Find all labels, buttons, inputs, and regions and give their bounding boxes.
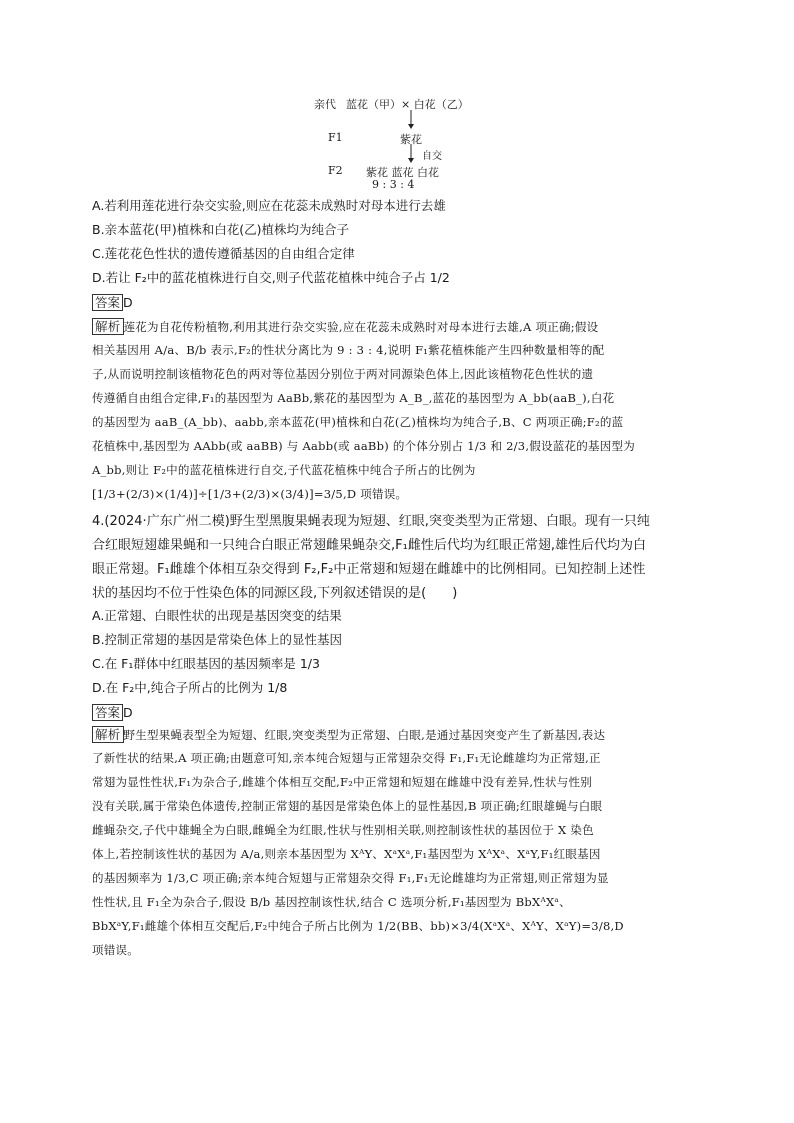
answer-value: D: [123, 705, 133, 720]
q4-answer: [92, 702, 712, 721]
q4-option-c: C.在 F₁群体中红眼基因的基因频率是 1/3: [92, 656, 320, 671]
q4-option-b: B.控制正常翅的基因是常染色体上的显性基因: [92, 632, 343, 647]
answer-label-box: 答案: [92, 294, 123, 311]
selfing-label: 自交: [422, 151, 442, 162]
f2-ratio: 9 : 3 : 4: [372, 178, 415, 191]
f1-phenotype: 紫花: [400, 133, 422, 146]
analysis-line: 解析 莲花为自花传粉植物,利用其进行杂交实验,应在花蕊未成熟时对母本进行去雄,A 项正确;假设: [92, 318, 712, 335]
analysis-line: 的基因频率为 1/3,C 项正确;亲本纯合短翅与正常翅杂交得 F₁,F₁无论雌雄均为正常翅,则正常翅为显: [92, 871, 609, 885]
q3-answer: [92, 292, 712, 311]
q4-option-d: D.在 F₂中,纯合子所占的比例为 1/8: [92, 680, 288, 695]
q4-option-a: A.正常翅、白眼性状的出现是基因突变的结果: [92, 608, 342, 623]
analysis-line: [1/3+(2/3)×(1/4)]÷[1/3+(2/3)×(3/4)]=3/5,D 项错误。: [92, 487, 408, 501]
arrow-down-icon: [406, 144, 416, 164]
analysis-line: 传遵循自由组合定律,F₁的基因型为 AaBb,紫花的基因型为 A_B_,蓝花的基因型为 A_bb(aaB_),白花: [92, 391, 615, 405]
cross-diagram: [300, 94, 500, 194]
analysis-line: BbXᵃY,F₁雌雄个体相互交配后,F₂中纯合子所占比例为 1/2(BB、bb)×3/4(XᵃXᵃ、XᴬY、XᵃY)=3/8,D: [92, 919, 624, 933]
analysis-line: 没有关联,属于常染色体遗传,控制正常翅的基因是常染色体上的显性基因,B 项正确;红眼雄蝇与白眼: [92, 799, 603, 813]
parent-label: 亲代: [314, 98, 336, 111]
f1-label: F1: [328, 131, 343, 144]
q3-option-d: D.若让 F₂中的蓝花植株进行自交,则子代蓝花植株中纯合子占 1/2: [92, 270, 450, 285]
analysis-line: 了新性状的结果,A 项正确;由题意可知,亲本纯合短翅与正常翅杂交得 F₁,F₁无论雌雄均为正常翅,正: [92, 751, 601, 765]
analysis-line: A_bb,则让 F₂中的蓝花植株进行自交,子代蓝花植株中纯合子所占的比例为: [92, 463, 476, 477]
q3-option-a: A.若利用莲花进行杂交实验,则应在花蕊未成熟时对母本进行去雄: [92, 198, 446, 213]
analysis-line: 常翅为显性性状,F₁为杂合子,雌雄个体相互交配,F₂中正常翅和短翅在雌雄中没有差异,性状与性别: [92, 775, 593, 789]
answer-value: D: [123, 295, 133, 310]
analysis-line: 解析 野生型果蝇表型全为短翅、红眼,突变类型为正常翅、白眼,是通过基因突变产生了新基因,表达: [92, 726, 712, 743]
question-line: 合红眼短翅雄果蝇和一只纯合白眼正常翅雌果蝇杂交,F₁雌性后代均为红眼正常翅,雄性后代均为白: [92, 538, 646, 553]
answer-label-box: 答案: [92, 704, 123, 721]
analysis-line: 性性状,且 F₁全为杂合子,假设 B/b 基因控制该性状,结合 C 选项分析,F₁基因型为 BbXᴬXᵃ、: [92, 895, 571, 909]
question-line: 4.(2024·广东广州二模)野生型黑腹果蝇表现为短翅、红眼,突变类型为正常翅、白眼。现有一只纯: [92, 514, 650, 529]
f2-phenotypes: 紫花 蓝花 白花: [366, 166, 439, 179]
arrow-down-icon: [406, 110, 416, 130]
parent-cross: 蓝花（甲）× 白花（乙）: [346, 98, 469, 111]
question-line: 眼正常翅。F₁雌雄个体相互杂交得到 F₂,F₂中正常翅和短翅在雌雄中的比例相同。已知控制上述性: [92, 562, 646, 577]
analysis-label-box: 解析: [92, 318, 124, 335]
analysis-line: 项错误。: [92, 943, 139, 957]
analysis-line: 相关基因用 A/a、B/b 表示,F₂的性状分离比为 9 : 3 : 4,说明 F₁紫花植株能产生四种数量相等的配: [92, 343, 605, 357]
f2-label: F2: [328, 164, 343, 177]
analysis-line: 子,从而说明控制该植物花色的两对等位基因分别位于两对同源染色体上,因此该植物花色性状的遗: [92, 367, 594, 381]
analysis-line: 花植株中,基因型为 AAbb(或 aaBB) 与 Aabb(或 aaBb) 的个体分别占 1/3 和 2/3,假设蓝花的基因型为: [92, 439, 636, 453]
analysis-line: 体上,若控制该性状的基因为 A/a,则亲本基因型为 XᴬY、XᵃXᵃ,F₁基因型为 XᴬXᵃ、XᵃY,F₁红眼基因: [92, 847, 601, 861]
question-line: 状的基因均不位于性染色体的同源区段,下列叙述错误的是( ): [92, 586, 458, 601]
analysis-label-box: 解析: [92, 726, 124, 743]
analysis-line: 的基因型为 aaB_(A_bb)、aabb,亲本蓝花(甲)植株和白花(乙)植株均为纯合子,B、C 两项正确;F₂的蓝: [92, 415, 624, 429]
analysis-line: 雌蝇杂交,子代中雄蝇全为白眼,雌蝇全为红眼,性状与性别相关联,则控制该性状的基因位于 X 染色: [92, 823, 594, 837]
q3-option-b: B.亲本蓝花(甲)植株和白花(乙)植株均为纯合子: [92, 222, 350, 237]
q3-option-c: C.莲花花色性状的遗传遵循基因的自由组合定律: [92, 246, 355, 261]
